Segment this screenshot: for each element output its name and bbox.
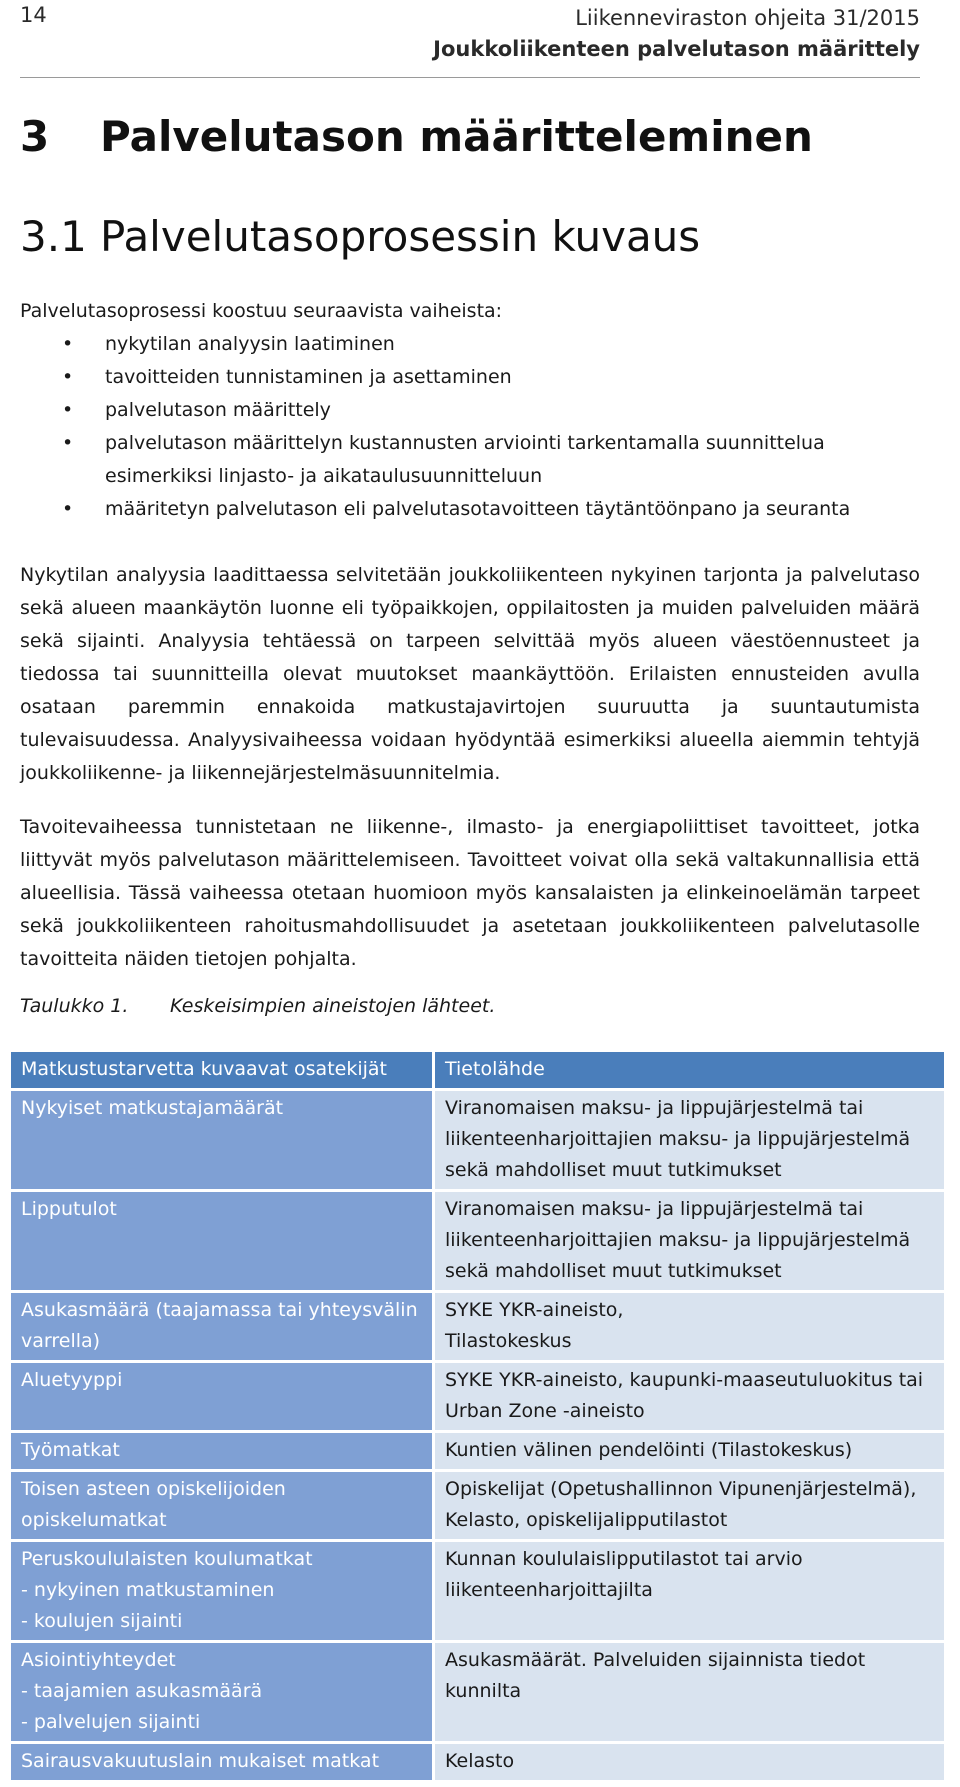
source-cell: Kuntien välinen pendelöinti (Tilastokeskus) bbox=[434, 1432, 946, 1471]
table-row bbox=[10, 1362, 946, 1432]
chapter-title: Palvelutason määritteleminen bbox=[100, 112, 813, 161]
source-cell: Viranomaisen maksu- ja lippujärjestelmä tai liikenteenharjoittajien maksu- ja lippujärjestelmä sekä mahdolliset muut tutkimukset bbox=[434, 1090, 946, 1191]
column-header: Matkustustarvetta kuvaavat osatekijät bbox=[10, 1051, 434, 1090]
list-item-text: palvelutason määrittelyn kustannusten arviointi tarkentamalla suunnittelua esimerkiksi linjasto- ja aikataulusuunnitteluun bbox=[105, 432, 825, 487]
section-heading bbox=[20, 212, 700, 261]
table-caption bbox=[20, 995, 495, 1017]
list-item bbox=[20, 493, 920, 526]
factor-cell: Asukasmäärä (taajamassa tai yhteysvälin varrella) bbox=[10, 1292, 434, 1362]
factor-cell: Työmatkat bbox=[10, 1432, 434, 1471]
list-item bbox=[20, 328, 920, 361]
chapter-number: 3 bbox=[20, 112, 50, 161]
running-header bbox=[433, 3, 920, 65]
source-cell: Kelasto bbox=[434, 1743, 946, 1782]
source-cell: Viranomaisen maksu- ja lippujärjestelmä tai liikenteenharjoittajien maksu- ja lippujärjestelmä sekä mahdolliset muut tutkimukset bbox=[434, 1191, 946, 1292]
table-row bbox=[10, 1090, 946, 1191]
factor-cell: Nykyiset matkustajamäärät bbox=[10, 1090, 434, 1191]
bullet-icon: • bbox=[62, 366, 74, 388]
source-cell: SYKE YKR-aineisto, Tilastokeskus bbox=[434, 1292, 946, 1362]
bullet-icon: • bbox=[62, 432, 74, 454]
page-number: 14 bbox=[20, 3, 47, 27]
list-item-text: tavoitteiden tunnistaminen ja asettaminen bbox=[105, 366, 512, 388]
list-item bbox=[20, 361, 920, 394]
section-title: Palvelutasoprosessin kuvaus bbox=[100, 212, 701, 261]
factor-cell: Lipputulot bbox=[10, 1191, 434, 1292]
table-row bbox=[10, 1471, 946, 1541]
source-cell: Kunnan koululaislipputilastot tai arvio liikenteenharjoittajilta bbox=[434, 1541, 946, 1642]
intro-text: Palvelutasoprosessi koostuu seuraavista vaiheista: bbox=[20, 300, 503, 322]
source-cell: SYKE YKR-aineisto, kaupunki-maaseutuluokitus tai Urban Zone -aineisto bbox=[434, 1362, 946, 1432]
list-item-text: määritetyn palvelutason eli palvelutasotavoitteen täytäntöönpano ja seuranta bbox=[105, 498, 851, 520]
header-divider bbox=[20, 77, 920, 78]
list-item bbox=[20, 394, 920, 427]
factor-cell: Peruskoululaisten koulumatkat - nykyinen matkustaminen - koulujen sijainti bbox=[10, 1541, 434, 1642]
section-number: 3.1 bbox=[20, 212, 87, 261]
source-cell: Opiskelijat (Opetushallinnon Vipunenjärjestelmä), Kelasto, opiskelijalipputilastot bbox=[434, 1471, 946, 1541]
table-row bbox=[10, 1432, 946, 1471]
table-row bbox=[10, 1743, 946, 1782]
list-item bbox=[20, 427, 920, 493]
process-steps-list bbox=[20, 328, 920, 526]
table-row bbox=[10, 1541, 946, 1642]
bullet-icon: • bbox=[62, 498, 74, 520]
publication-title: Liikenneviraston ohjeita 31/2015 bbox=[575, 6, 920, 30]
list-item-text: palvelutason määrittely bbox=[105, 399, 331, 421]
document-subtitle: Joukkoliikenteen palvelutason määrittely bbox=[433, 37, 920, 61]
factor-cell: Toisen asteen opiskelijoiden opiskelumatkat bbox=[10, 1471, 434, 1541]
table-caption-title: Keskeisimpien aineistojen lähteet. bbox=[170, 995, 496, 1017]
list-item-text: nykytilan analyysin laatiminen bbox=[105, 333, 395, 355]
bullet-icon: • bbox=[62, 399, 74, 421]
table-header-row bbox=[10, 1051, 946, 1090]
table-row bbox=[10, 1642, 946, 1743]
table-caption-number: Taulukko 1. bbox=[20, 995, 129, 1017]
factor-cell: Asiointiyhteydet - taajamien asukasmäärä - palvelujen sijainti bbox=[10, 1642, 434, 1743]
table-row bbox=[10, 1191, 946, 1292]
factor-cell: Sairausvakuutuslain mukaiset matkat bbox=[10, 1743, 434, 1782]
data-sources-table bbox=[8, 1049, 947, 1783]
paragraph-current-state: Nykytilan analyysia laadittaessa selvitetään joukkoliikenteen nykyinen tarjonta ja palvelutaso sekä alueen maankäytön luonne eli työpaikkojen, oppilaitosten ja muiden palveluiden määrä sekä sijainti. Analyysia tehtäessä on tarpeen selvittää myös alueen väestöennusteet ja tiedossa tai suunnitteilla olevat muutokset maankäyttöön. Erilaisten ennusteiden avulla osataan paremmin ennakoida matkustajavirtojen suuruutta ja suuntautumista tulevaisuudessa. Analyysivaiheessa voidaan hyödyntää esimerkiksi alueella aiemmin tehtyjä joukkoliikenne- ja liikennejärjestelmäsuunnitelmia. bbox=[20, 564, 920, 784]
paragraph-goals: Tavoitevaiheessa tunnistetaan ne liikenne-, ilmasto- ja energiapoliittiset tavoitteet, jotka liittyvät myös palvelutason määrittelemiseen. Tavoitteet voivat olla sekä valtakunnallisia että alueellisia. Tässä vaiheessa otetaan huomioon myös kansalaisten ja elinkeinoelämän tarpeet sekä joukkoliikenteen rahoitusmahdollisuudet ja asetetaan joukkoliikenteen palvelutasolle tavoitteita näiden tietojen pohjalta. bbox=[20, 816, 920, 970]
factor-cell: Aluetyyppi bbox=[10, 1362, 434, 1432]
bullet-icon: • bbox=[62, 333, 74, 355]
source-cell: Asukasmäärät. Palveluiden sijainnista tiedot kunnilta bbox=[434, 1642, 946, 1743]
column-header: Tietolähde bbox=[434, 1051, 946, 1090]
chapter-heading bbox=[20, 112, 813, 161]
table-row bbox=[10, 1292, 946, 1362]
